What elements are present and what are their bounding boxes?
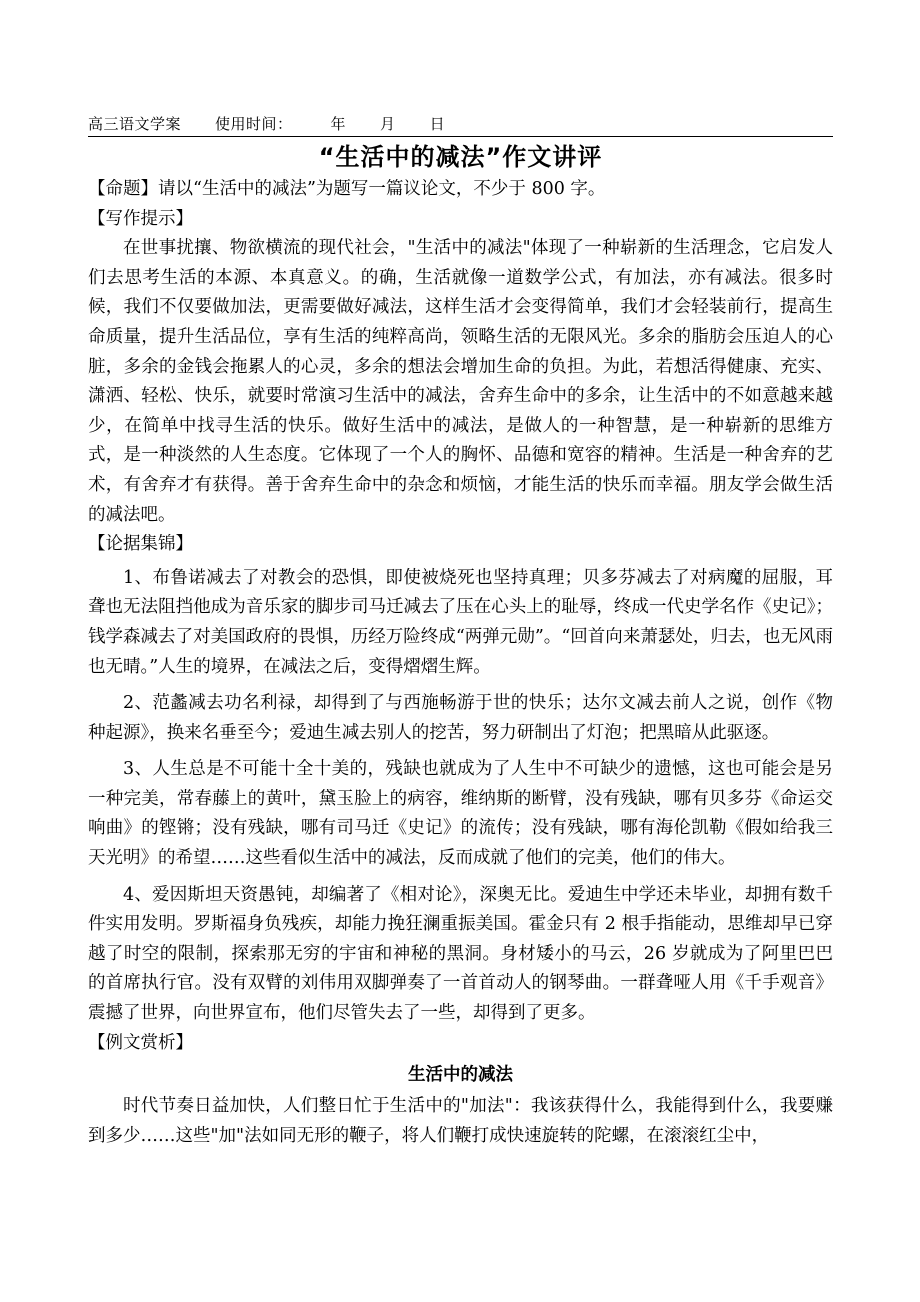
evidence-item-4: 4、爱因斯坦天资愚钝，却编著了《相对论》，深奥无比。爱迪生中学还未毕业，却拥有数千件实用发明。罗斯福身负残疾，却能力挽狂澜重振美国。霍金只有 2 根手指能动，思维却早已穿越了时空的限制，探索那无穷的宇宙和神秘的黑洞。身材矮小的马云，26 岁就成为了阿里巴巴的首席执行官。没有双臂的刘伟用双脚弹奏了一首首动人的钢琴曲。一群聋哑人用《千手观音》震撼了世界，向世界宣布，他们尽管失去了一些，却得到了更多。 bbox=[88, 884, 833, 1024]
evidence-item-1: 1、布鲁诺减去了对教会的恐惧，即使被烧死也坚持真理；贝多芬减去了对病魔的屈服，耳聋也无法阻挡他成为音乐家的脚步司马迁减去了压在心头上的耻辱，终成一代史学名作《史记》；钱学森减去了对美国政府的畏惧，历经万险终成“两弹元勋”。“回首向来萧瑟处，归去，也无风雨也无晴。”人生的境界，在减法之后，变得熠熠生辉。 bbox=[88, 567, 833, 677]
evidence-heading: 【论据集锦】 bbox=[88, 534, 193, 555]
evidence-item-2: 2、范蠡减去功名利禄，却得到了与西施畅游于世的快乐；达尔文减去前人之说，创作《物种起源》，换来名垂至今；爱迪生减去别人的挖苦，努力研制出了灯泡；把黑暗从此驱逐。 bbox=[88, 693, 833, 743]
prompt-text: 【命题】请以“生活中的减法”为题写一篇议论文，不少于 800 字。 bbox=[88, 179, 606, 199]
time-label: 使用时间： bbox=[215, 115, 293, 133]
essay-title: 生活中的减法 bbox=[408, 1065, 513, 1086]
tips-heading: 【写作提示】 bbox=[88, 208, 193, 229]
month-label: 月 bbox=[380, 115, 396, 133]
page-header bbox=[88, 112, 833, 137]
evidence-item-3: 3、人生总是不可能十全十美的，残缺也就成为了人生中不可缺少的遗憾，这也可能会是另一种完美，常春藤上的黄叶，黛玉脸上的病容，维纳斯的断臂，没有残缺，哪有贝多芬《命运交响曲》的铿锵；没有残缺，哪有司马迁《史记》的流传；没有残缺，哪有海伦凯勒《假如给我三天光明》的希望……这些看似生活中的减法，反而成就了他们的完美，他们的伟大。 bbox=[88, 759, 833, 869]
day-label: 日 bbox=[429, 115, 446, 133]
page-title: “生活中的减法”作文讲评 bbox=[318, 143, 603, 171]
year-label: 年 bbox=[330, 115, 347, 133]
document-page bbox=[88, 112, 833, 1151]
example-heading: 【例文赏析】 bbox=[88, 1032, 193, 1053]
course-label: 高三语文学案 bbox=[88, 115, 182, 133]
tips-body: 在世事扰攘、物欲横流的现代社会，"生活中的减法"体现了一种崭新的生活理念，它启发人们去思考生活的本源、本真意义。的确，生活就像一道数学公式，有加法，亦有减法。很多时候，我们不仅要做加法，更需要做好减法，这样生活才会变得简单，我们才会轻装前行，提高生命质量，提升生活品位，享有生活的纯粹高尚，领略生活的无限风光。多余的脂肪会压迫人的心脏，多余的金钱会拖累人的心灵，多余的想法会增加生命的负担。为此，若想活得健康、充实、潇洒、轻松、快乐，就要时常演习生活中的减法，舍弃生命中的多余，让生活中的不如意越来越少，在简单中找寻生活的快乐。做好生活中的减法，是做人的一种智慧，是一种崭新的思维方式，是一种淡然的人生态度。它体现了一个人的胸怀、品德和宽容的精神。生活是一种舍弃的艺术，有舍弃才有获得。善于舍弃生命中的杂念和烦恼，才能生活的快乐而幸福。朋友学会做生活的减法吧。 bbox=[88, 238, 833, 525]
essay-body: 时代节奏日益加快，人们整日忙于生活中的"加法"：我该获得什么，我能得到什么，我要赚到多少……这些"加"法如同无形的鞭子，将人们鞭打成快速旋转的陀螺，在滚滚红尘中， bbox=[88, 1096, 833, 1146]
